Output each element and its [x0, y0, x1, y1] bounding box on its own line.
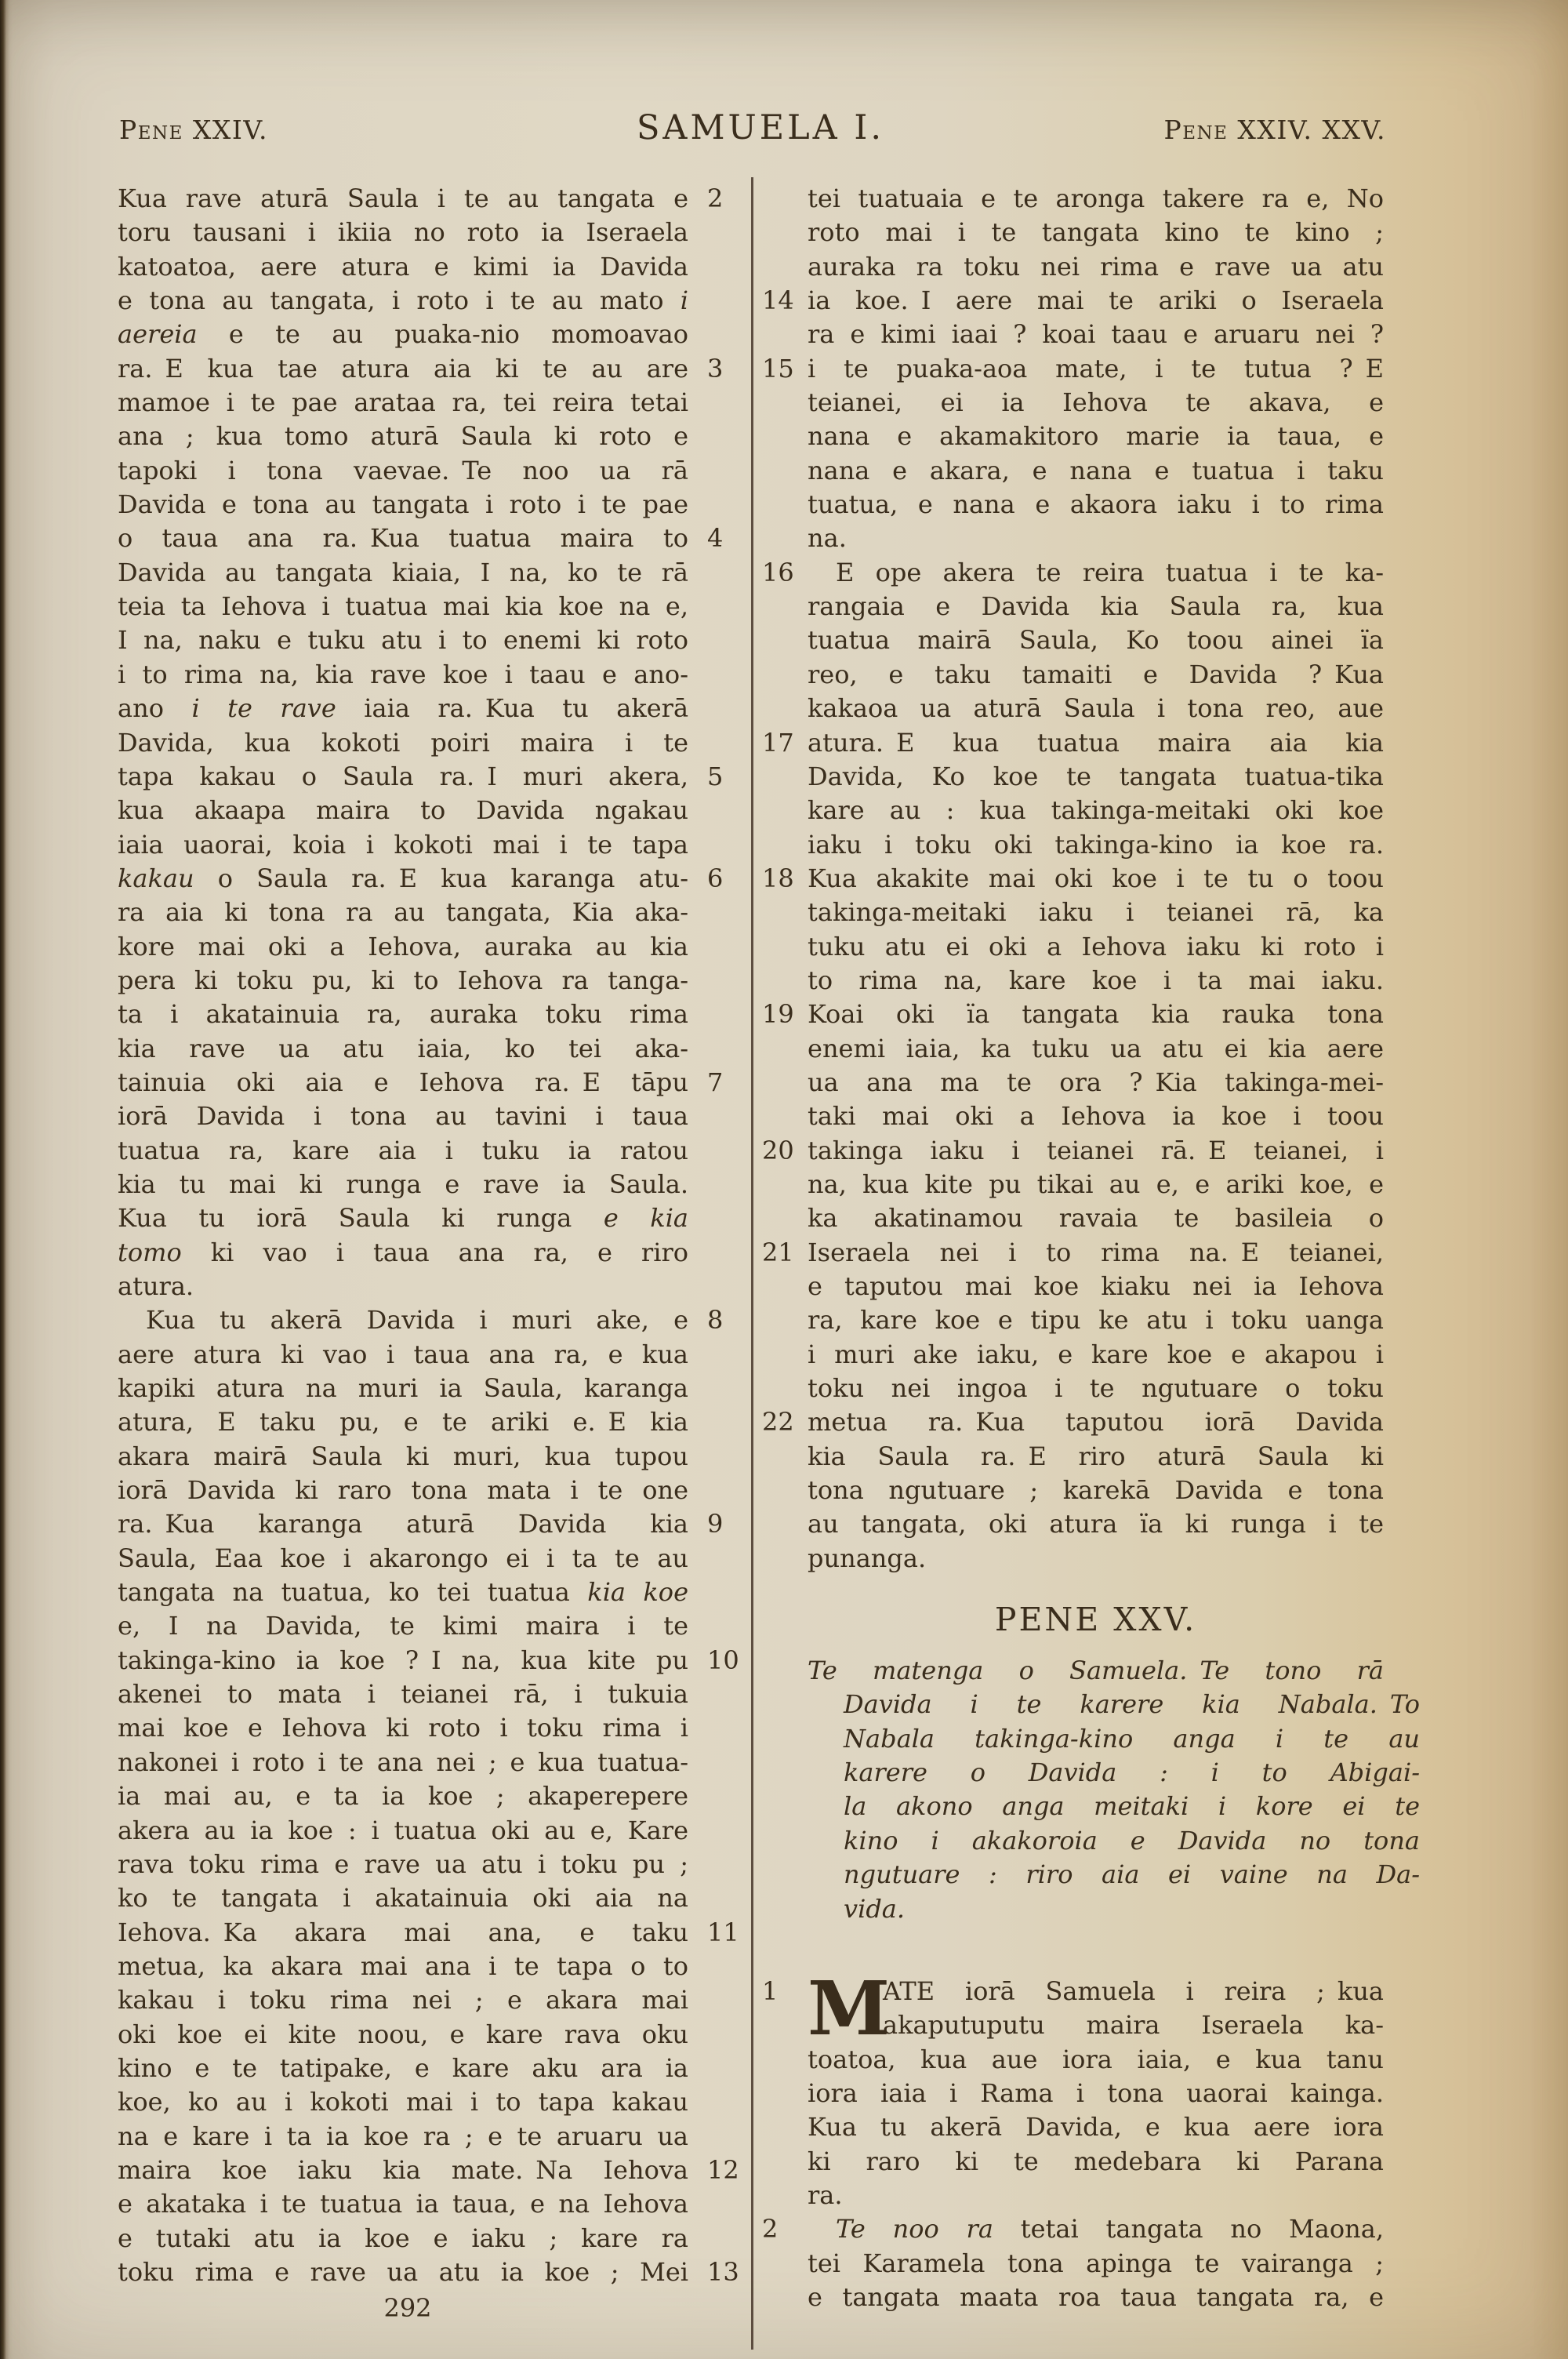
text-line-content: Kua akakite mai oki koe i te tu o toou: [808, 863, 1384, 893]
text-line-content: koe, ko au i kokoti mai i to tapa kakau: [118, 2087, 688, 2117]
text-line: [118, 386, 753, 420]
text-line: [757, 1236, 1403, 1270]
text-line: [118, 726, 753, 760]
text-line: [757, 1790, 1420, 1823]
chapter-heading: PENE XXV.: [994, 1601, 1197, 1639]
text-line: [757, 1507, 1403, 1541]
text-line-content: kino i akakoroia e Davida no tona: [844, 1825, 1420, 1856]
text-line: [118, 1338, 753, 1372]
text-line: [118, 420, 753, 453]
text-line: [757, 1892, 1403, 1926]
text-line: [118, 2255, 753, 2289]
text-line-content: iora iaia i Rama i tona uaorai kainga.: [808, 2077, 1384, 2108]
text-line: [757, 1824, 1420, 1858]
text-line-content: rava toku rima e rave ua atu i toku pu ;: [118, 1848, 688, 1879]
text-line-content: mai koe e Iehova ki roto i toku rima i: [118, 1713, 688, 1743]
text-line-content: ra. E kua tae atura aia ki te au are: [118, 353, 688, 383]
text-line-content: iaku i toku oki takinga-kino ia koe ra.: [808, 829, 1384, 860]
text-line: [118, 1270, 753, 1303]
text-line-content: Koai oki ïa tangata kia rauka tona: [808, 999, 1384, 1030]
text-line-content: iorā Davida ki raro tona mata i te one: [118, 1475, 688, 1506]
text-line: [118, 1609, 753, 1643]
text-line-content: pera ki toku pu, ki to Iehova ra tanga-: [118, 965, 688, 995]
text-line: [757, 216, 1403, 249]
text-line: [757, 1303, 1403, 1337]
text-line: [118, 182, 753, 216]
text-line: [757, 352, 1403, 386]
text-line-content: maira koe iaku kia mate. Na Iehova: [118, 2154, 688, 2185]
verse-number: 1: [762, 1976, 779, 2006]
text-line: [757, 1975, 1403, 2008]
text-line: [757, 522, 1403, 555]
text-line: [118, 522, 753, 555]
text-line-content: e akataka i te tuatua ia taua, e na Iehova: [118, 2189, 688, 2219]
text-line: [118, 488, 753, 522]
text-line-content: teianei, ei ia Iehova te akava, e: [808, 387, 1384, 418]
text-line-content: enemi iaia, ka tuku ua atu ei kia aere: [808, 1033, 1384, 1063]
text-line: [118, 352, 753, 386]
text-line-content: ta i akatainuia ra, auraka toku rima: [118, 999, 688, 1030]
text-line-content: akenei to mata i teianei rā, i tukuia: [118, 1679, 688, 1710]
text-line: [757, 1201, 1403, 1235]
text-line-content: i muri ake iaku, e kare koe e akapou i: [808, 1339, 1384, 1369]
text-line-content: mamoe i te pae arataa ra, tei reira tetai: [118, 387, 688, 418]
text-line: [118, 964, 753, 998]
text-line-content: kakaoa ua aturā Saula i tona reo, aue: [808, 693, 1384, 724]
text-line: [757, 862, 1403, 896]
text-line-content: to rima na, kare koe i ta mai iaku.: [808, 965, 1384, 995]
text-line-content: aere atura ki vao i taua ana ra, e kua: [118, 1339, 688, 1369]
text-line-content: ra e kimi iaai ? koai taau e aruaru nei ?: [808, 319, 1384, 350]
text-line-content: E ope akera te reira tuatua i te ka-: [836, 557, 1384, 587]
text-line-content: ia koe. I aere mai te ariki o Iseraela: [808, 285, 1384, 316]
text-line-content: ra aia ki tona ra au tangata, Kia aka-: [118, 897, 688, 928]
text-line: [118, 1100, 753, 1133]
verse-number: 14: [762, 285, 794, 316]
text-line-content: punanga.: [808, 1543, 927, 1573]
text-line: [118, 250, 753, 284]
text-line: [118, 1507, 753, 1541]
text-line-content: atura.: [118, 1271, 194, 1301]
text-line-content: e tangata maata roa taua tangata ra, e: [808, 2281, 1384, 2312]
text-line: [757, 1474, 1403, 1507]
text-line-content: na.: [808, 523, 847, 554]
chapter-summary: [757, 1654, 1420, 1926]
text-line-content: ua ana ma te ora ? Kia takinga-mei-: [808, 1067, 1384, 1097]
text-line: [757, 1134, 1403, 1168]
text-line: [757, 1100, 1403, 1133]
text-line: [757, 182, 1403, 216]
page-left-edge-shadow: [0, 0, 9, 2359]
text-line: [757, 2281, 1403, 2314]
text-line-content: roto mai i te tangata kino te kino ;: [808, 217, 1384, 248]
verse-number: 22: [762, 1407, 794, 1438]
verse-paragraph: [757, 1965, 1403, 2212]
text-line: [757, 2077, 1403, 2110]
text-line-content: ia mai au, e ta ia koe ; akaperepere: [118, 1781, 688, 1812]
verse-number: 2: [707, 184, 724, 213]
text-line: [118, 1711, 753, 1745]
text-line-content: tangata na tuatua, ko tei tuatua kia koe: [118, 1577, 688, 1608]
verse-number: 6: [707, 863, 724, 893]
text-line: [757, 828, 1403, 862]
text-line-content: toku nei ingoa i te ngutuare o toku: [808, 1373, 1384, 1404]
text-line: [757, 726, 1403, 760]
text-line-content: ra, kare koe e tipu ke atu i toku uanga: [808, 1305, 1384, 1336]
text-line-content: na, kua kite pu tikai au e, e ariki koe, e: [808, 1169, 1384, 1199]
text-line-content: o taua ana ra. Kua tuatua maira to: [118, 523, 688, 554]
verse-number: 20: [762, 1135, 794, 1165]
text-line-content: kore mai oki a Iehova, auraka au kia: [118, 931, 688, 961]
text-line-content: aereia e te au puaka-nio momoavao: [118, 319, 688, 350]
text-line: [118, 1881, 753, 1915]
right-column: [757, 182, 1420, 2314]
text-line: [118, 284, 753, 318]
text-line: [118, 1372, 753, 1405]
text-line-content: katoatoa, aere atura e kimi ia Davida: [118, 251, 688, 282]
page-number: 292: [383, 2293, 432, 2323]
text-line: [757, 1542, 1403, 1576]
verse-number: 9: [707, 1509, 724, 1539]
text-line-content: oki koe ei kite noou, e kare rava oku: [118, 2019, 688, 2049]
text-line: [757, 1756, 1420, 1790]
text-line: [757, 1168, 1403, 1201]
text-line: [757, 760, 1403, 794]
text-line-content: tuatua, e nana e akaora iaku i to rima: [808, 489, 1384, 520]
text-line: [118, 623, 753, 657]
text-line: [118, 794, 753, 827]
text-line: [118, 556, 753, 590]
text-line-content: e tutaki atu ia koe e iaku ; kare ra: [118, 2223, 688, 2253]
text-line: [118, 1303, 753, 1337]
text-line-content: metua, ka akara mai ana i te tapa o to: [118, 1950, 688, 1981]
text-line: [118, 2154, 753, 2187]
text-line-content: tomo ki vao i taua ana ra, e riro: [118, 1237, 688, 1267]
text-line: [118, 2018, 753, 2052]
text-line: [757, 1440, 1403, 1474]
text-line: [118, 1236, 753, 1270]
text-line-content: takinga-meitaki iaku i teianei rā, ka: [808, 897, 1384, 928]
text-line-content: nana e akamakitoro marie ia taua, e: [808, 421, 1384, 452]
text-line-content: i te puaka-aoa mate, i te tutua ? E: [808, 353, 1384, 383]
text-line-content: toku rima e rave ua atu ia koe ; Mei: [118, 2256, 688, 2287]
verse-number: 12: [707, 2154, 739, 2185]
verse-number: 18: [762, 863, 794, 893]
running-head-left: Pene XXIV.: [119, 114, 268, 145]
verse-number: 3: [707, 353, 724, 383]
text-line: [118, 1848, 753, 1881]
left-column: [118, 182, 753, 2289]
text-line: [757, 998, 1403, 1031]
text-line: [118, 930, 753, 964]
text-line: [118, 454, 753, 488]
verse-number: 13: [707, 2256, 739, 2287]
text-line-content: tona ngutuare ; karekā Davida e tona: [808, 1475, 1384, 1506]
text-line-content: metua ra. Kua taputou iorā Davida: [808, 1407, 1384, 1438]
text-line: [757, 454, 1403, 488]
text-line: [118, 692, 753, 725]
verse-number: 2: [762, 2214, 779, 2245]
text-line: [757, 930, 1403, 964]
text-line-content: ko te tangata i akatainuia oki aia na: [118, 1883, 688, 1914]
verse-number: 4: [707, 523, 724, 554]
text-line-content: kakau o Saula ra. E kua karanga atu-: [118, 863, 688, 893]
text-line: [757, 1066, 1403, 1100]
chapter-verses: [757, 1965, 1403, 2314]
text-line: [757, 1654, 1403, 1688]
text-line-content: na e kare i ta ia koe ra ; e te aruaru ua: [118, 2121, 688, 2151]
text-line: [757, 488, 1403, 522]
text-line: [757, 1270, 1403, 1303]
text-line: [118, 828, 753, 862]
text-line-content: ATE iorā Samuela i reira ; kua: [883, 1976, 1384, 2006]
text-line: [118, 658, 753, 692]
text-line-content: e, I na Davida, te kimi maira i te: [118, 1611, 688, 1641]
text-line: [757, 420, 1403, 453]
text-line-content: Te noo ra tetai tangata no Maona,: [836, 2214, 1384, 2245]
text-line-content: Davida e tona au tangata i roto i te pae: [118, 489, 688, 520]
text-line-content: tei Karamela tona apinga te vairanga ;: [808, 2248, 1384, 2278]
text-line: [118, 2052, 753, 2085]
text-line: [118, 590, 753, 623]
text-line: [118, 1542, 753, 1576]
text-line-content: tainuia oki aia e Iehova ra. E tāpu: [118, 1067, 688, 1097]
text-line: [757, 2212, 1403, 2246]
text-line-content: nana e akara, e nana e tuatua i taku: [808, 455, 1384, 485]
text-line-content: I na, naku e tuku atu i to enemi ki roto: [118, 625, 688, 656]
verse-number: 15: [762, 353, 794, 383]
text-line-content: karere o Davida : i to Abigai-: [844, 1757, 1420, 1788]
text-line: [118, 760, 753, 794]
verse-number: 19: [762, 999, 794, 1030]
text-line-content: iorā Davida i tona au tavini i taua: [118, 1101, 688, 1132]
text-line: [757, 964, 1403, 998]
text-line: [757, 623, 1403, 657]
text-line-content: tuatua mairā Saula, Ko toou ainei ïa: [808, 625, 1384, 656]
text-line-content: atura. E kua tuatua maira aia kia: [808, 727, 1384, 758]
text-line: [757, 2179, 1403, 2212]
text-line: [757, 896, 1403, 929]
text-line: [757, 1032, 1403, 1066]
text-line: [118, 2085, 753, 2119]
text-line-content: tapoki i tona vaevae. Te noo ua rā: [118, 455, 688, 485]
text-line: [757, 1722, 1420, 1756]
running-head-right: Pene XXIV. XXV.: [1163, 114, 1386, 145]
text-line: [118, 2120, 753, 2154]
text-line-content: tuatua ra, kare aia i tuku ia ratou: [118, 1135, 688, 1165]
text-line: [757, 1405, 1403, 1439]
verse-number: 10: [707, 1645, 739, 1675]
text-line: [118, 2187, 753, 2221]
text-line: [118, 216, 753, 249]
text-line: [118, 1644, 753, 1677]
text-line-content: Iseraela nei i to rima na. E teianei,: [808, 1237, 1384, 1267]
text-line-content: i to rima na, kia rave koe i taau e ano-: [118, 659, 688, 689]
text-line: [118, 318, 753, 351]
text-line: [118, 1032, 753, 1066]
text-line-content: Kua rave aturā Saula i te au tangata e: [118, 184, 688, 213]
text-line-content: kino e te tatipake, e kare aku ara ia: [118, 2052, 688, 2083]
running-head-title: SAMUELA I.: [636, 108, 885, 147]
text-line: [757, 386, 1403, 420]
text-line: [757, 692, 1403, 725]
text-line-content: ana ; kua tomo aturā Saula ki roto e: [118, 421, 688, 452]
text-line: [118, 862, 753, 896]
text-line: [757, 318, 1403, 351]
verse-number: 7: [707, 1067, 724, 1097]
text-line: [757, 1338, 1403, 1372]
text-line: [757, 658, 1403, 692]
text-line-content: kare au : kua takinga-meitaki oki koe: [808, 795, 1384, 826]
text-line-content: toatoa, kua aue iora iaia, e kua tanu: [808, 2044, 1384, 2074]
text-line: [118, 1916, 753, 1950]
text-line: [118, 1134, 753, 1168]
text-line-content: Kua tu akerā Davida, e kua aere iora: [808, 2112, 1384, 2143]
text-line-content: au tangata, oki atura ïa ki runga i te: [808, 1509, 1384, 1539]
text-line-content: atura, E taku pu, e te ariki e. E kia: [118, 1407, 688, 1438]
text-line-content: Iehova. Ka akara mai ana, e taku: [118, 1917, 688, 1947]
text-line-content: tei tuatuaia e te aronga takere ra e, No: [808, 184, 1384, 213]
text-line-content: Te matenga o Samuela. Te tono rā: [808, 1656, 1384, 1686]
text-line-content: taki mai oki a Iehova ia koe i toou: [808, 1101, 1384, 1132]
text-line: [118, 1440, 753, 1474]
text-line-content: ra.: [808, 2179, 843, 2210]
verse-number: 8: [707, 1305, 724, 1336]
text-line-content: takinga iaku i teianei rā. E teianei, i: [808, 1135, 1384, 1165]
text-line: [118, 1983, 753, 2017]
text-line: [757, 794, 1403, 827]
text-line: [118, 1746, 753, 1779]
text-line-content: kia tu mai ki runga e rave ia Saula.: [118, 1169, 688, 1199]
text-line: [757, 590, 1403, 623]
text-line: [118, 1474, 753, 1507]
text-line: [757, 2110, 1403, 2144]
text-line-content: Kua tu akerā Davida i muri ake, e: [146, 1305, 688, 1336]
text-line: [757, 284, 1403, 318]
verse-number: 5: [707, 761, 724, 791]
verse-number: 17: [762, 727, 794, 758]
verse-paragraph: [757, 2212, 1403, 2314]
right-column-text: [757, 182, 1403, 1576]
text-line-content: Davida au tangata kiaia, I na, ko te rā: [118, 557, 688, 587]
text-line: [118, 998, 753, 1031]
text-line: [757, 2008, 1403, 2042]
text-line-content: Nabala takinga-kino anga i te au: [844, 1723, 1420, 1754]
text-line-content: kia rave ua atu iaia, ko tei aka-: [118, 1033, 688, 1063]
text-line: [757, 556, 1403, 590]
text-line: [757, 250, 1403, 284]
text-line-content: ano i te rave iaia ra. Kua tu akerā: [118, 693, 688, 724]
text-line: [757, 1858, 1420, 1892]
text-line-content: Davida i te karere kia Nabala. To: [844, 1689, 1420, 1720]
text-line-content: e tona au tangata, i roto i te au mato i: [118, 285, 688, 316]
text-line: [757, 1688, 1420, 1721]
text-line-content: kapiki atura na muri ia Saula, karanga: [118, 1373, 688, 1404]
text-line: [118, 1576, 753, 1609]
text-line-content: iaia uaorai, koia i kokoti mai i te tapa: [118, 829, 688, 860]
text-line-content: Davida, Ko koe te tangata tuatua-tika: [808, 761, 1384, 791]
text-line: [118, 1405, 753, 1439]
text-line-content: kua akaapa maira to Davida ngakau: [118, 795, 688, 826]
text-line: [118, 2222, 753, 2255]
text-line-content: kakau i toku rima nei ; e akara mai: [118, 1985, 688, 2016]
text-line-content: kia Saula ra. E riro aturā Saula ki: [808, 1441, 1384, 1471]
text-line-content: akera au ia koe : i tuatua oki au e, Kare: [118, 1815, 688, 1845]
text-line-content: akara mairā Saula ki muri, kua tupou: [118, 1441, 688, 1471]
text-line: [118, 1066, 753, 1100]
text-line: [118, 1779, 753, 1813]
text-line: [118, 1677, 753, 1711]
text-line-content: akaputuputu maira Iseraela ka-: [883, 2010, 1384, 2041]
text-line-content: Kua tu iorā Saula ki runga e kia: [118, 1203, 688, 1234]
text-line: [118, 1814, 753, 1848]
text-line-content: nakonei i roto i te ana nei ; e kua tuatua-: [118, 1747, 688, 1777]
text-line: [118, 1201, 753, 1235]
text-line-content: teia ta Iehova i tuatua mai kia koe na e,: [118, 591, 688, 622]
text-line: [757, 1372, 1403, 1405]
text-line-content: Davida, kua kokoti poiri maira i te: [118, 727, 688, 758]
verse-number: 21: [762, 1237, 794, 1267]
text-line-content: auraka ra toku nei rima e rave ua atu: [808, 251, 1384, 282]
text-line-content: Saula, Eaa koe i akarongo ei i ta te au: [118, 1543, 688, 1573]
text-line-content: takinga-kino ia koe ? I na, kua kite pu: [118, 1645, 688, 1675]
text-line: [118, 896, 753, 929]
text-line-content: ra. Kua karanga aturā Davida kia: [118, 1509, 688, 1539]
text-line-content: toru tausani i ikiia no roto ia Iseraela: [118, 217, 688, 248]
text-line-content: e taputou mai koe kiaku nei ia Iehova: [808, 1271, 1384, 1301]
text-line-content: tuku atu ei oki a Iehova iaku ki roto i: [808, 931, 1384, 961]
text-line-content: rangaia e Davida kia Saula ra, kua: [808, 591, 1384, 622]
verse-number: 16: [762, 557, 794, 587]
text-line-content: ngutuare : riro aia ei vaine na Da-: [844, 1859, 1420, 1890]
text-line-content: la akono anga meitaki i kore ei te: [844, 1791, 1420, 1822]
text-line: [118, 1950, 753, 1983]
text-line: [757, 2043, 1403, 2077]
text-line: [757, 2145, 1403, 2179]
text-line-content: ki raro ki te medebara ki Parana: [808, 2146, 1384, 2176]
text-line-content: ka akatinamou ravaia te basileia o: [808, 1203, 1384, 1234]
text-line-content: vida.: [844, 1893, 906, 1924]
drop-cap: M: [808, 1965, 891, 2052]
text-line-content: tapa kakau o Saula ra. I muri akera,: [118, 761, 688, 791]
text-line: [757, 2247, 1403, 2281]
text-line: [118, 1168, 753, 1201]
text-line-content: reo, e taku tamaiti e Davida ? Kua: [808, 659, 1384, 689]
verse-number: 11: [707, 1917, 739, 1947]
